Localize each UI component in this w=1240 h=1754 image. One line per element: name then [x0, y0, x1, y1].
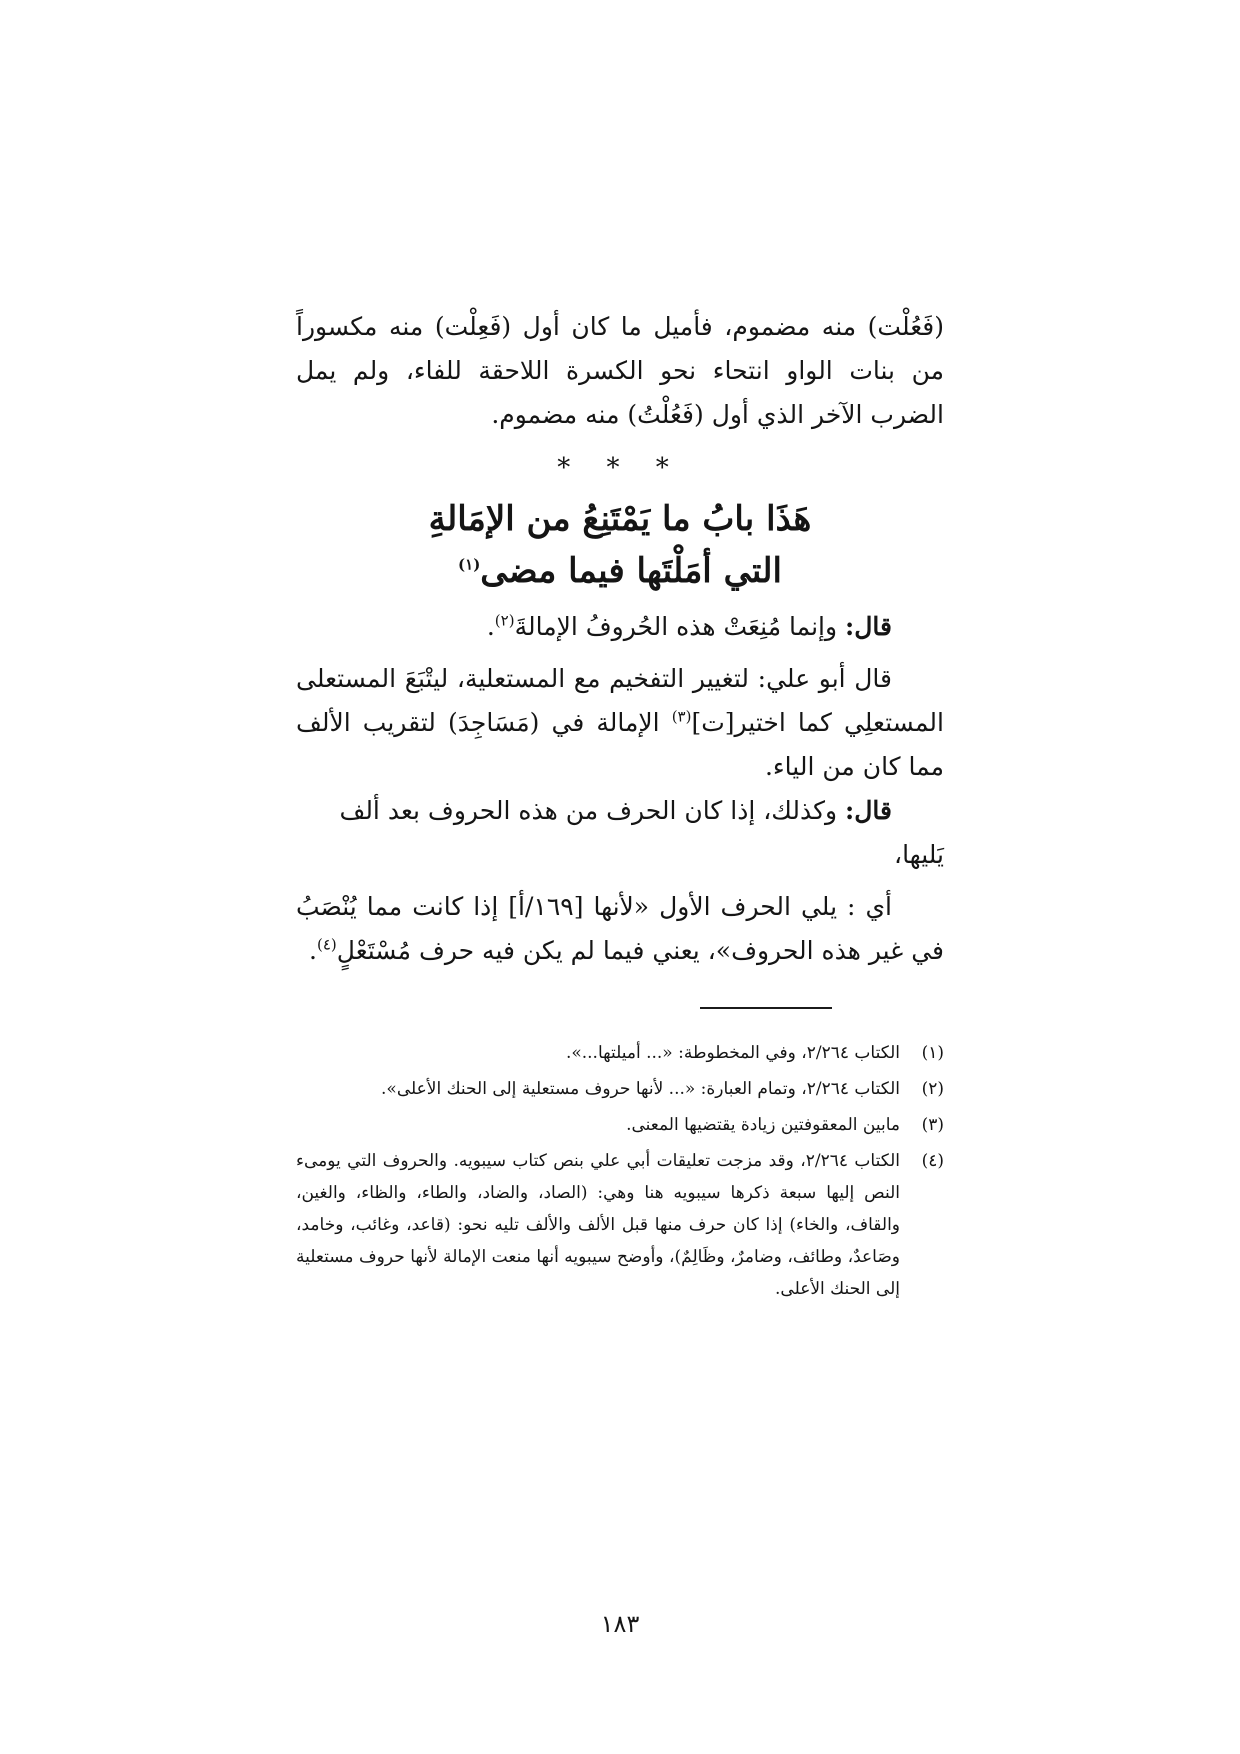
footnote-ref-2[interactable]: (٢) [494, 611, 515, 630]
commentary-text-before: قال أبو علي: لتغيير التفخيم مع المستعلية، ليتْبَعَ المستعلى المستعلِي كما اختير[ت] [296, 664, 944, 737]
footnote-ref-4[interactable]: (٤) [316, 935, 337, 954]
commentary-abu-ali [296, 657, 944, 789]
footnote-2 [296, 1073, 944, 1105]
chapter-title-line-2-text: التي أمَلْتَها فيما مضى [480, 551, 782, 591]
passage-tail: . [486, 612, 495, 641]
passage-text: وإنما مُنِعَتْ هذه الحُروفُ الإمالةَ [514, 612, 838, 641]
passage-qal-1 [296, 605, 944, 649]
footnote-1 [296, 1037, 944, 1069]
qal-label: قال: [845, 796, 892, 825]
footnote-ref-3[interactable]: (٣) [671, 707, 692, 726]
footnote-number: (٢) [921, 1079, 944, 1099]
footnote-text: الكتاب ٢/٢٦٤، وفي المخطوطة: «... أميلتها...». [565, 1043, 900, 1063]
paragraph-top: (فَعُلْت) منه مضموم، فأميل ما كان أول (فَعِلْت) منه مكسوراً من بنات الواو انتحاء نحو الكسرة اللاحقة للفاء، ولم يمل الضرب الآخر الذي أول (فَعُلْتُ) منه مضموم. [296, 312, 944, 429]
page-number: ١٨٣ [600, 1610, 640, 1638]
footnote-number: (٤) [921, 1151, 944, 1171]
chapter-title-line-1: هَذَا بابُ ما يَمْتَنِعُ من الإمَالةِ [428, 499, 812, 539]
footnote-text: الكتاب ٢/٢٦٤، وقد مزجت تعليقات أبي علي بنص كتاب سيبويه. والحروف التي يومىء النص إليها سبعة ذكرها سيبويه هنا وهي: (الصاد، والضاد، والطاء، والظاء، والغين، والقاف، والخاء) إذا كان حرف منها قبل الألف والألف تليه نحو: (قاعد، وغائب، وخامد، وصَاعدٌ، وطائف، وضامرٌ، وظَالِمٌ)، وأوضح سيبويه أنها منعت الإمالة لأنها حروف مستعلية إلى الحنك الأعلى. [296, 1151, 900, 1299]
footnote-4 [296, 1145, 944, 1305]
footnote-number: (١) [921, 1043, 944, 1063]
commentary-text-after: الإمالة في (مَسَاجِدَ) لتقريب الألف مما كان من الياء. [296, 708, 944, 781]
section-divider-stars: * * * [557, 453, 683, 483]
footnote-number: (٣) [921, 1115, 944, 1135]
footnote-text: مابين المعقوفتين زيادة يقتضيها المعنى. [626, 1115, 900, 1135]
commentary-text-before: أي : يلي الحرف الأول «لأنها [١٦٩/أ] إذا كانت مما يُنْصَبُ في غير هذه الحروف»، يعني فيما لم يكن فيه حرف مُسْتَعْلٍ [296, 892, 944, 965]
chapter-title-line-2 [296, 545, 944, 597]
passage-qal-2 [296, 789, 944, 877]
commentary-text-after: . [309, 936, 317, 965]
footnote-3 [296, 1109, 944, 1141]
footnote-separator [700, 1007, 832, 1009]
page-body [296, 305, 944, 1309]
footnote-text: الكتاب ٢/٢٦٤، وتمام العبارة: «... لأنها حروف مستعلية إلى الحنك الأعلى». [381, 1079, 900, 1099]
footnotes [296, 1037, 944, 1305]
commentary-explanation [296, 885, 944, 973]
footnote-ref-1[interactable]: (١) [458, 555, 481, 574]
passage-text: وكذلك، إذا كان الحرف من هذه الحروف بعد ألف يَليها، [339, 796, 944, 869]
qal-label: قال: [845, 612, 892, 641]
chapter-title [296, 493, 944, 597]
